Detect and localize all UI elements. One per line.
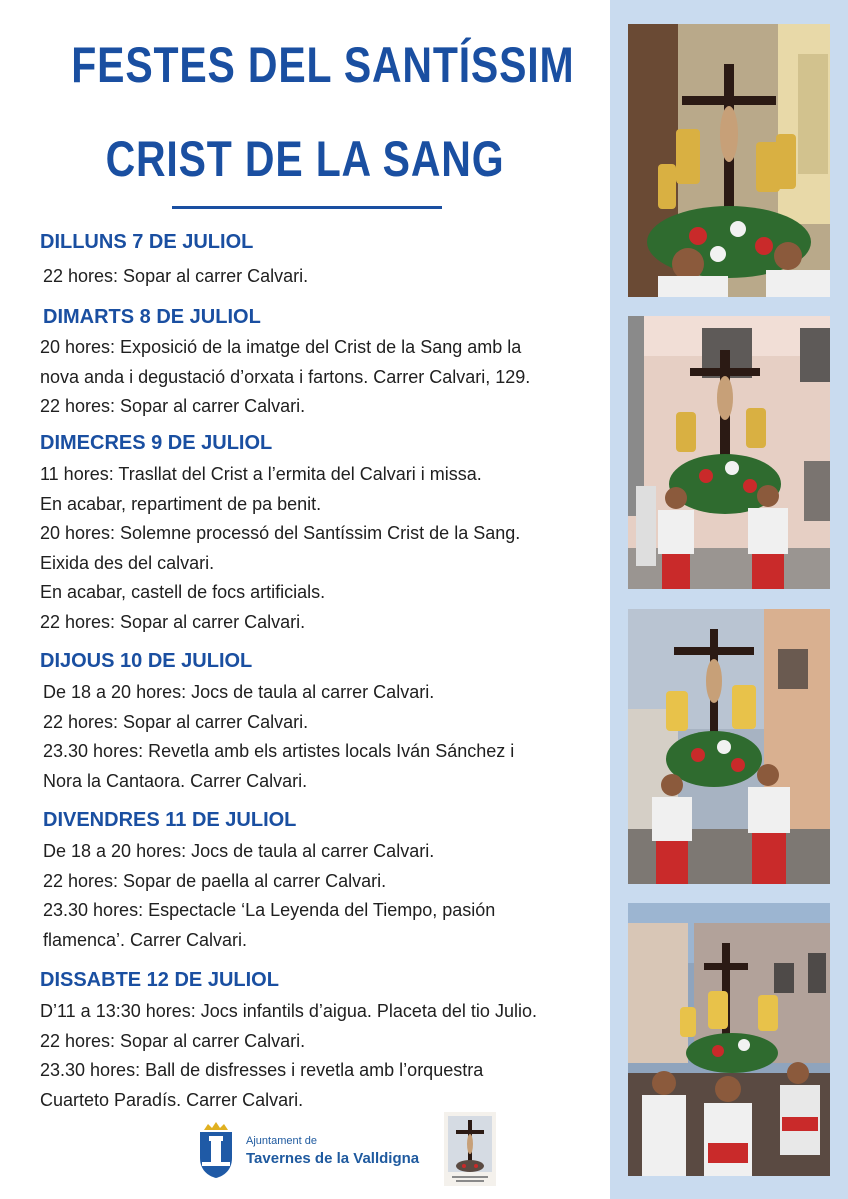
schedule-line: Eixida des del calvari.	[40, 552, 215, 573]
day-schedule	[40, 837, 600, 955]
schedule-line: 23.30 hores: Espectacle ‘La Leyenda del Tiempo, pasión	[43, 900, 496, 920]
title-divider	[172, 206, 442, 209]
day-title: DIVENDRES 11 DE JULIOL	[43, 809, 297, 831]
day-schedule	[40, 997, 600, 1115]
schedule-line: 20 hores: Solemne processó del Santíssim Crist de la Sang.	[40, 523, 521, 543]
day-title: DILLUNS 7 DE JULIOL	[40, 231, 254, 253]
crucifix-emblem-icon	[444, 1112, 496, 1186]
day-tuesday	[40, 303, 600, 422]
schedule-line: En acabar, repartiment de pa benit.	[40, 493, 322, 514]
day-schedule	[40, 460, 600, 637]
procession-photo-icon	[628, 903, 830, 1176]
day-title: DIMECRES 9 DE JULIOL	[40, 432, 273, 454]
schedule-line: nova anda i degustació d’orxata i fartons. Carrer Calvari, 129.	[40, 366, 531, 387]
schedule-line: 22 hores: Sopar al carrer Calvari.	[43, 711, 309, 732]
town-logo	[196, 1120, 426, 1180]
day-monday	[40, 228, 600, 292]
schedule-line: 23.30 hores: Ball de disfresses i revetla amb l’orquestra	[40, 1060, 484, 1080]
schedule-line: 23.30 hores: Revetla amb els artistes locals Iván Sánchez i	[43, 741, 515, 761]
day-thursday	[40, 647, 600, 796]
schedule-line: 22 hores: Sopar de paella al carrer Calvari.	[43, 870, 387, 891]
schedule-line: D’11 a 13:30 hores: Jocs infantils d’aigua. Placeta del tio Julio.	[40, 1001, 537, 1021]
schedule-line: Cuarteto Paradís. Carrer Calvari.	[40, 1089, 304, 1110]
schedule-line: 22 hores: Sopar al carrer Calvari.	[40, 396, 306, 416]
procession-photo-icon	[628, 609, 830, 884]
day-schedule	[40, 333, 600, 422]
day-title: DIMARTS 8 DE JULIOL	[43, 306, 261, 328]
day-saturday	[40, 966, 600, 1115]
schedule-line: De 18 a 20 hores: Jocs de taula al carrer Calvari.	[43, 682, 435, 702]
schedule-line: 11 hores: Trasllat del Crist a l’ermita del Calvari i missa.	[40, 464, 482, 484]
day-friday	[40, 806, 600, 955]
procession-photo-icon	[628, 24, 830, 297]
schedule-line: De 18 a 20 hores: Jocs de taula al carrer Calvari.	[43, 841, 435, 861]
day-wednesday	[40, 429, 600, 637]
title-line-1: FESTES DEL SANTÍSSIM	[71, 37, 575, 93]
schedule-line: 22 hores: Sopar al carrer Calvari.	[40, 611, 306, 632]
schedule-line: En acabar, castell de focs artificials.	[40, 582, 326, 602]
schedule-line: 20 hores: Exposició de la imatge del Crist de la Sang amb la	[40, 337, 522, 357]
schedule-line: Nora la Cantaora. Carrer Calvari.	[43, 770, 308, 791]
day-schedule	[40, 262, 600, 292]
town-logo-prefix: Ajuntament de	[246, 1135, 317, 1147]
poster-title	[71, 18, 575, 206]
day-title: DISSABTE 12 DE JULIOL	[40, 969, 279, 991]
title-line-2: CRIST DE LA SANG	[105, 131, 505, 187]
schedule-line: 22 hores: Sopar al carrer Calvari.	[40, 1030, 306, 1051]
procession-photo-icon	[628, 316, 830, 589]
day-schedule	[40, 678, 600, 796]
schedule-line: 22 hores: Sopar al carrer Calvari.	[43, 266, 309, 286]
town-logo-name: Tavernes de la Valldigna	[246, 1150, 420, 1167]
schedule-line: flamenca’. Carrer Calvari.	[43, 929, 248, 950]
day-title: DIJOUS 10 DE JULIOL	[40, 650, 253, 672]
town-shield-icon	[196, 1120, 236, 1180]
